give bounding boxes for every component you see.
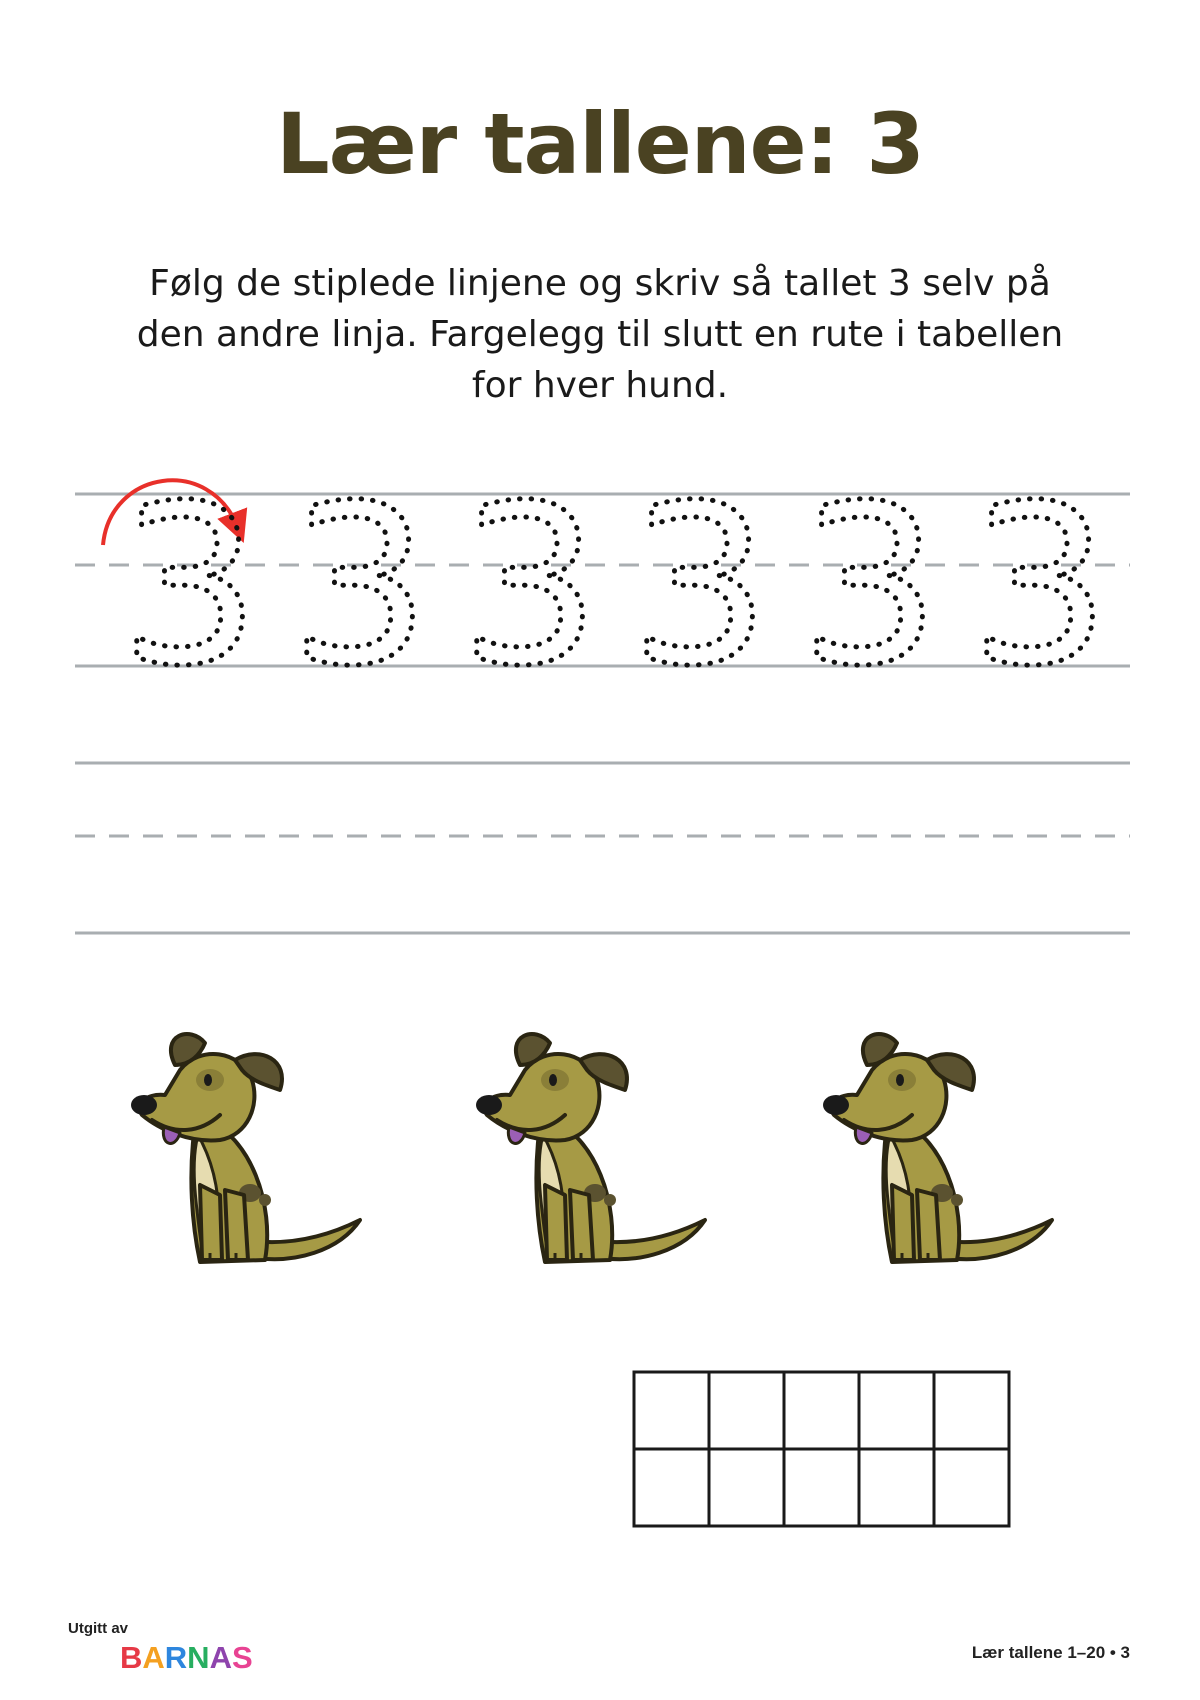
publisher-logo <box>68 1610 268 1680</box>
ten-frame-table <box>632 1370 1017 1535</box>
logo-letter: A <box>142 1640 165 1675</box>
ten-frame-cell[interactable] <box>784 1449 859 1526</box>
ten-frame-cell[interactable] <box>634 1449 709 1526</box>
tracing-digit: 3 <box>630 458 770 714</box>
tracing-digit: 3 <box>120 458 260 714</box>
instruction-line: den andre linja. Fargelegg til slutt en rute i tabellen <box>136 314 1064 355</box>
ten-frame-cell[interactable] <box>634 1372 709 1449</box>
logo-letter: R <box>164 1640 188 1675</box>
logo-letter: A <box>209 1640 232 1675</box>
tracing-digit: 3 <box>460 458 600 714</box>
logo-letter: B <box>120 1640 143 1675</box>
logo-letter: N <box>187 1640 210 1675</box>
tracing-digit: 3 <box>970 458 1110 714</box>
dog-illustration <box>823 1034 1052 1262</box>
instruction-line: Følg de stiplede linjene og skriv så tallet 3 selv på <box>149 263 1051 304</box>
ten-frame-cell[interactable] <box>859 1449 934 1526</box>
logo-tagline: Utgitt av <box>68 1620 128 1637</box>
tracing-digit: 3 <box>800 458 940 714</box>
ten-frame-cell[interactable] <box>784 1372 859 1449</box>
dog-illustration <box>476 1034 705 1262</box>
footer-page-label: Lær tallene 1–20 • 3 <box>971 1643 1130 1662</box>
dog-illustration <box>131 1034 360 1262</box>
logo-wordmark <box>120 1640 253 1676</box>
ten-frame-cell[interactable] <box>859 1372 934 1449</box>
page-title: Lær tallene: 3 <box>276 95 924 193</box>
ten-frame-cell[interactable] <box>934 1372 1009 1449</box>
tracing-digit: 3 <box>290 458 430 714</box>
ten-frame-cell[interactable] <box>934 1449 1009 1526</box>
instruction-line: for hver hund. <box>471 365 729 406</box>
ten-frame-cell[interactable] <box>709 1449 784 1526</box>
ten-frame-cell[interactable] <box>709 1372 784 1449</box>
logo-letter: S <box>231 1640 253 1675</box>
